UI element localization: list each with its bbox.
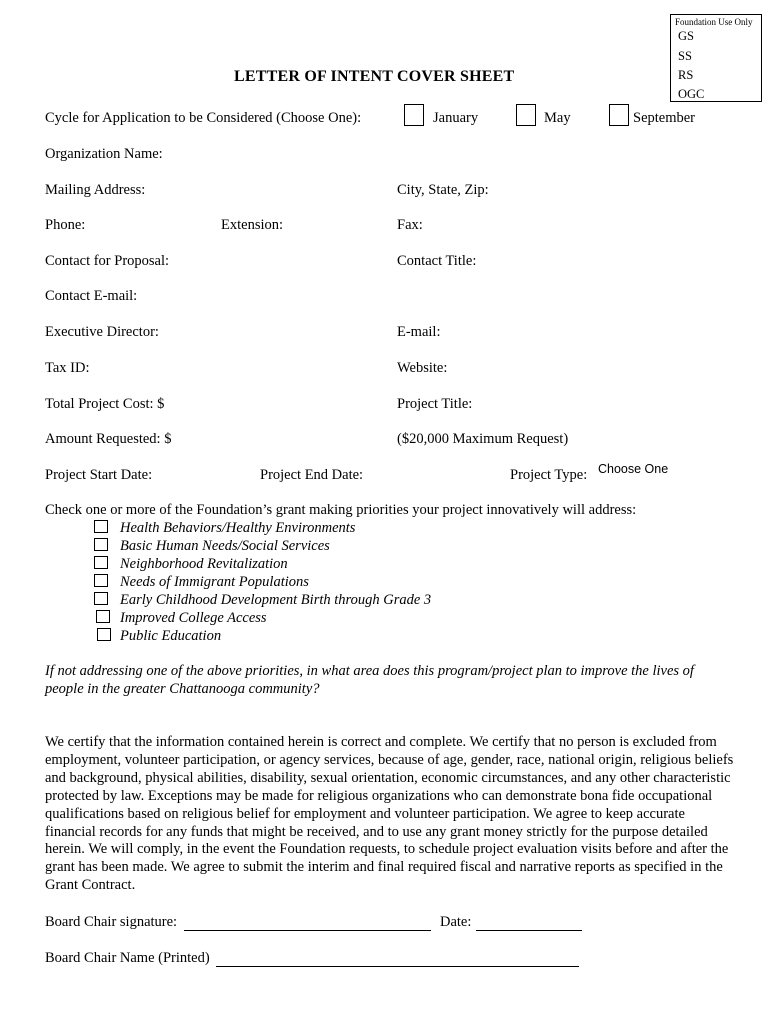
project-title-label: Project Title:	[397, 396, 473, 412]
cycle-label: Cycle for Application to be Considered (Choose One):	[45, 110, 362, 126]
contact-email-label: Contact E-mail:	[45, 288, 138, 304]
priority-label-public-education: Public Education	[120, 628, 222, 644]
contact-for-proposal-label: Contact for Proposal:	[45, 253, 170, 269]
phone-label: Phone:	[45, 217, 86, 233]
priority-checkbox-public-education[interactable]	[97, 628, 111, 641]
project-start-date-label: Project Start Date:	[45, 467, 153, 483]
priorities-intro: Check one or more of the Foundation’s grant making priorities your project innovatively will address:	[45, 502, 637, 518]
priority-checkbox-college-access[interactable]	[96, 610, 110, 623]
board-chair-name-label: Board Chair Name (Printed)	[45, 950, 210, 966]
priority-label-health: Health Behaviors/Healthy Environments	[120, 520, 356, 536]
max-request-note: ($20,000 Maximum Request)	[397, 431, 569, 447]
code-rs: RS	[678, 68, 694, 82]
project-type-dropdown[interactable]: Choose One	[598, 462, 669, 476]
code-ogc: OGC	[678, 87, 705, 101]
executive-director-label: Executive Director:	[45, 324, 159, 340]
page-title: LETTER OF INTENT COVER SHEET	[234, 68, 515, 85]
email-label: E-mail:	[397, 324, 441, 340]
fax-label: Fax:	[397, 217, 423, 233]
priority-label-college-access: Improved College Access	[120, 610, 267, 626]
priority-label-early-childhood: Early Childhood Development Birth through Grade 3	[120, 592, 432, 608]
january-label: January	[433, 110, 479, 126]
amount-requested-label: Amount Requested: $	[45, 431, 172, 447]
board-chair-signature-line[interactable]	[184, 930, 431, 931]
september-checkbox[interactable]	[609, 104, 629, 126]
priority-checkbox-neighborhood[interactable]	[94, 556, 108, 569]
priority-label-immigrant: Needs of Immigrant Populations	[120, 574, 309, 590]
priority-checkbox-health[interactable]	[94, 520, 108, 533]
priority-checkbox-immigrant[interactable]	[94, 574, 108, 587]
tax-id-label: Tax ID:	[45, 360, 90, 376]
may-label: May	[544, 110, 571, 126]
project-type-label: Project Type:	[510, 467, 588, 483]
date-line[interactable]	[476, 930, 582, 931]
city-state-zip-label: City, State, Zip:	[397, 182, 489, 198]
priority-checkbox-early-childhood[interactable]	[94, 592, 108, 605]
board-chair-name-line[interactable]	[216, 966, 579, 967]
foundation-use-only-label: Foundation Use Only	[675, 17, 753, 27]
board-chair-signature-label: Board Chair signature:	[45, 914, 178, 930]
priority-checkbox-basic-needs[interactable]	[94, 538, 108, 551]
code-gs: GS	[678, 29, 694, 43]
january-checkbox[interactable]	[404, 104, 424, 126]
may-checkbox[interactable]	[516, 104, 536, 126]
foundation-use-only-box	[670, 14, 762, 102]
project-end-date-label: Project End Date:	[260, 467, 364, 483]
mailing-address-label: Mailing Address:	[45, 182, 146, 198]
date-label: Date:	[440, 914, 472, 930]
extension-label: Extension:	[221, 217, 284, 233]
priority-label-basic-needs: Basic Human Needs/Social Services	[120, 538, 330, 554]
september-label: September	[633, 110, 696, 126]
priority-label-neighborhood: Neighborhood Revitalization	[120, 556, 288, 572]
website-label: Website:	[397, 360, 448, 376]
organization-name-label: Organization Name:	[45, 146, 163, 162]
code-ss: SS	[678, 49, 692, 63]
contact-title-label: Contact Title:	[397, 253, 477, 269]
other-priority-question: If not addressing one of the above priorities, in what area does this program/project plan to improve the lives of people in the greater Chattanooga community?	[45, 663, 694, 697]
total-project-cost-label: Total Project Cost: $	[45, 396, 165, 412]
certification-paragraph: We certify that the information contained herein is correct and complete. We certify that no person is excluded from employment, volunteer participation, or agency services, because of age, gender, race, national origin, religious beliefs and background, physical abilities, disability, sexual orientation, economic circumstances, and any other characteristic protected by law. Exceptions may be made for religious organizations who can demonstrate bona fide occupational qualifications based on religious belief for employment and volunteer participation. We agree to keep accurate financial records for any funds that might be received, and to use any grant money strictly for the purpose detailed herein. We will comply, in the event the Foundation requests, to schedule project evaluation visits before and after the grant has been made. We agree to submit the interim and final required fiscal and narrative reports as specified in the Grant Contract.	[45, 734, 734, 894]
